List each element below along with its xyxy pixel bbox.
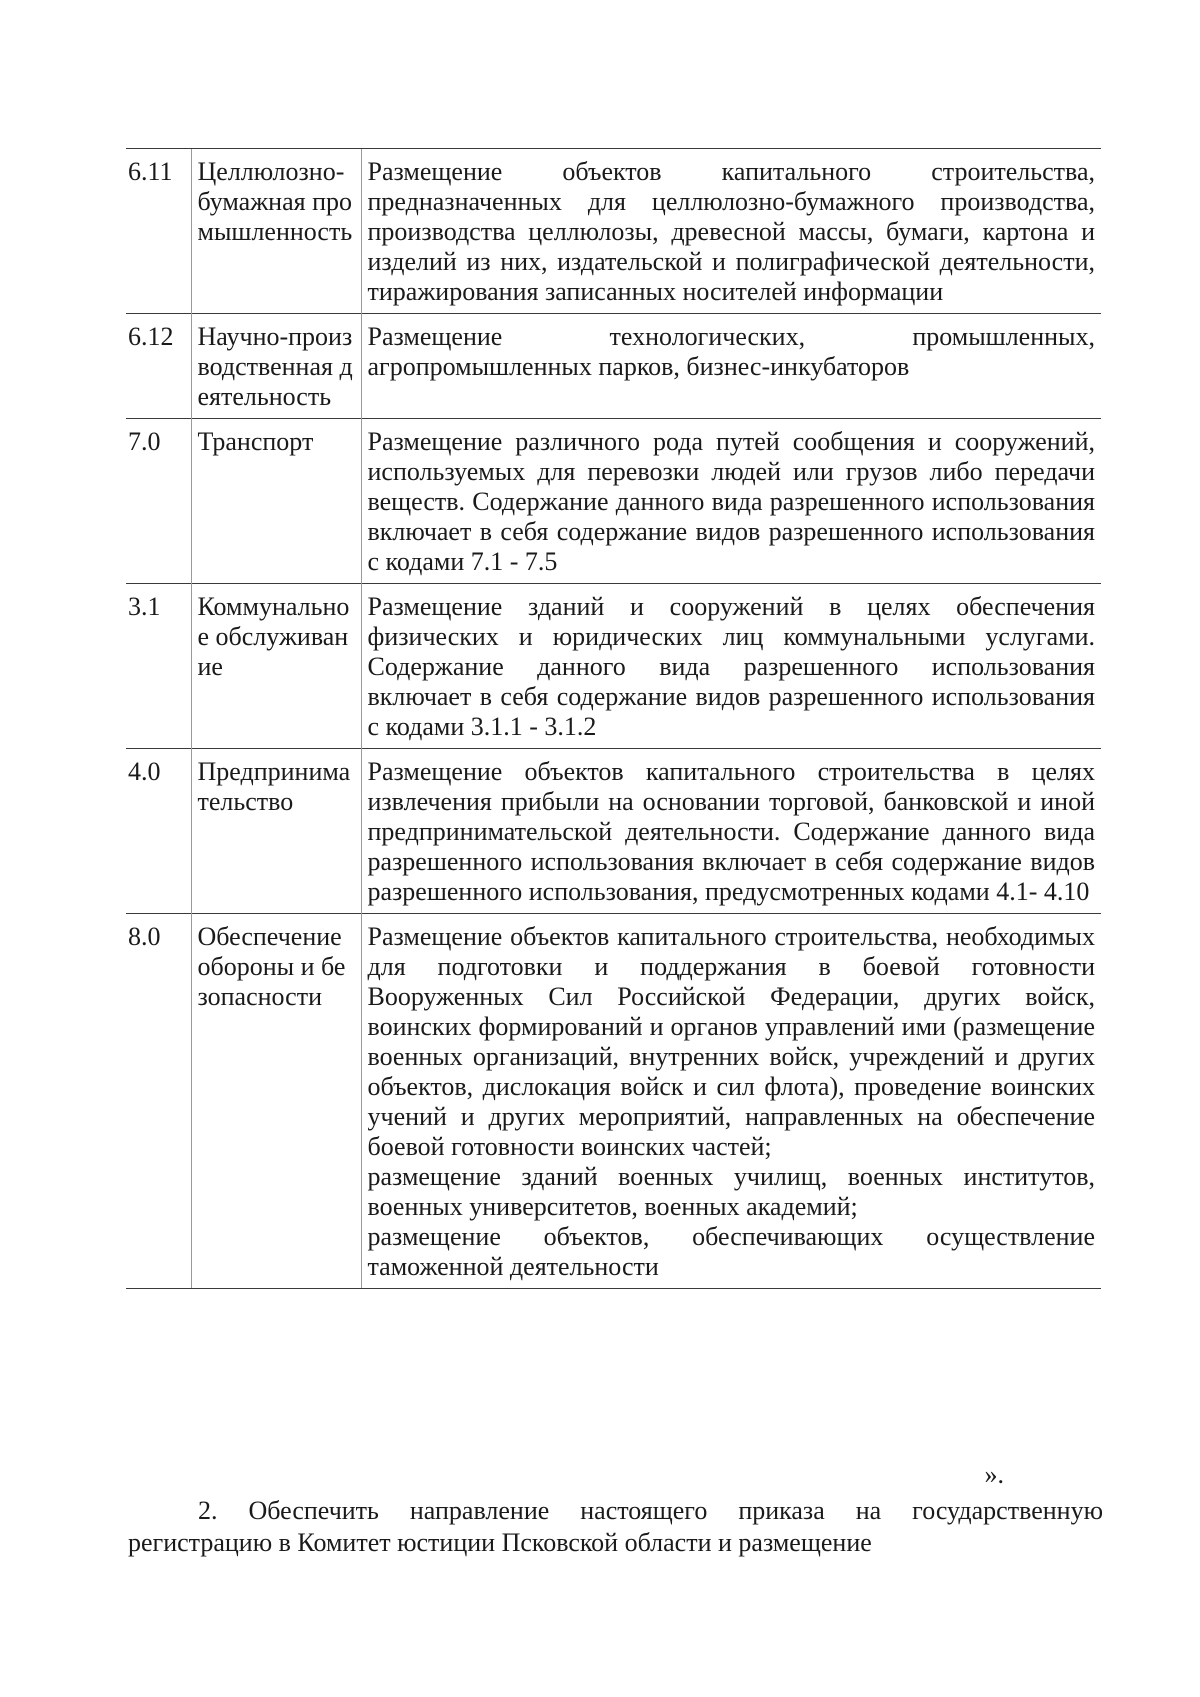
- description-paragraph: Размещение различного рода путей сообщения и сооружений, используемых для перевозки людей или грузов либо передачи веществ. Содержание данного вида разрешенного использования включает в себя содержание видов разрешенного использования с кодами 7.1 - 7.5: [367, 427, 1095, 576]
- description-paragraph: Размещение зданий и сооружений в целях обеспечения физических и юридических лиц коммунальными услугами. Содержание данного вида разрешенного использования включает в себя содержание видов разрешенного использования с кодами 3.1.1 - 3.1.2: [367, 592, 1095, 741]
- row-name: Обеспечение обороны и безопасности: [191, 914, 361, 1289]
- description-paragraph: Размещение технологических, промышленных, агропромышленных парков, бизнес-инкубаторов: [367, 322, 1095, 381]
- table-row: [126, 314, 1101, 419]
- description-paragraph: Размещение объектов капитального строительства, предназначенных для целлюлозно-бумажного производства, производства целлюлозы, древесной массы, бумаги, картона и изделий из них, издательской и полиграфической деятельности, тиражирования записанных носителей информации: [367, 157, 1095, 306]
- row-description: [361, 749, 1101, 914]
- row-name: Научно-производственная деятельность: [191, 314, 361, 419]
- land-use-table: [126, 148, 1101, 1289]
- table-row: [126, 914, 1101, 1289]
- row-description: [361, 914, 1101, 1289]
- row-code: 7.0: [126, 419, 191, 584]
- description-paragraph: размещение объектов, обеспечивающих осуществление таможенной деятельности: [367, 1222, 1095, 1281]
- row-name: Транспорт: [191, 419, 361, 584]
- row-code: 6.11: [126, 149, 191, 314]
- row-name: Коммунальное обслуживание: [191, 584, 361, 749]
- row-description: [361, 314, 1101, 419]
- table-row: [126, 149, 1101, 314]
- body-paragraph: 2. Обеспечить направление настоящего приказа на государственную регистрацию в Комитет юстиции Псковской области и размещение: [128, 1496, 1103, 1557]
- row-name: Целлюлозно-бумажная промышленность: [191, 149, 361, 314]
- row-code: 6.12: [126, 314, 191, 419]
- description-paragraph: размещение зданий военных училищ, военных институтов, военных университетов, военных академий;: [367, 1162, 1095, 1221]
- row-code: 3.1: [126, 584, 191, 749]
- row-description: [361, 149, 1101, 314]
- table-body: [126, 149, 1101, 1289]
- row-name: Предпринимательство: [191, 749, 361, 914]
- closing-quote-mark: ».: [984, 1460, 1004, 1489]
- row-code: 8.0: [126, 914, 191, 1289]
- row-code: 4.0: [126, 749, 191, 914]
- description-paragraph: Размещение объектов капитального строительства, необходимых для подготовки и поддержания в боевой готовности Вооруженных Сил Российской Федерации, других войск, воинских формирований и органов управлений ими (размещение военных организаций, внутренних войск, учреждений и других объектов, дислокация войск и сил флота), проведение воинских учений и других мероприятий, направленных на обеспечение боевой готовности воинских частей;: [367, 922, 1095, 1161]
- row-description: [361, 419, 1101, 584]
- description-paragraph: Размещение объектов капитального строительства в целях извлечения прибыли на основании торговой, банковской и иной предпринимательской деятельности. Содержание данного вида разрешенного использования включает в себя содержание видов разрешенного использования, предусмотренных кодами 4.1- 4.10: [367, 757, 1095, 906]
- table-row: [126, 584, 1101, 749]
- table-row: [126, 749, 1101, 914]
- row-description: [361, 584, 1101, 749]
- table-row: [126, 419, 1101, 584]
